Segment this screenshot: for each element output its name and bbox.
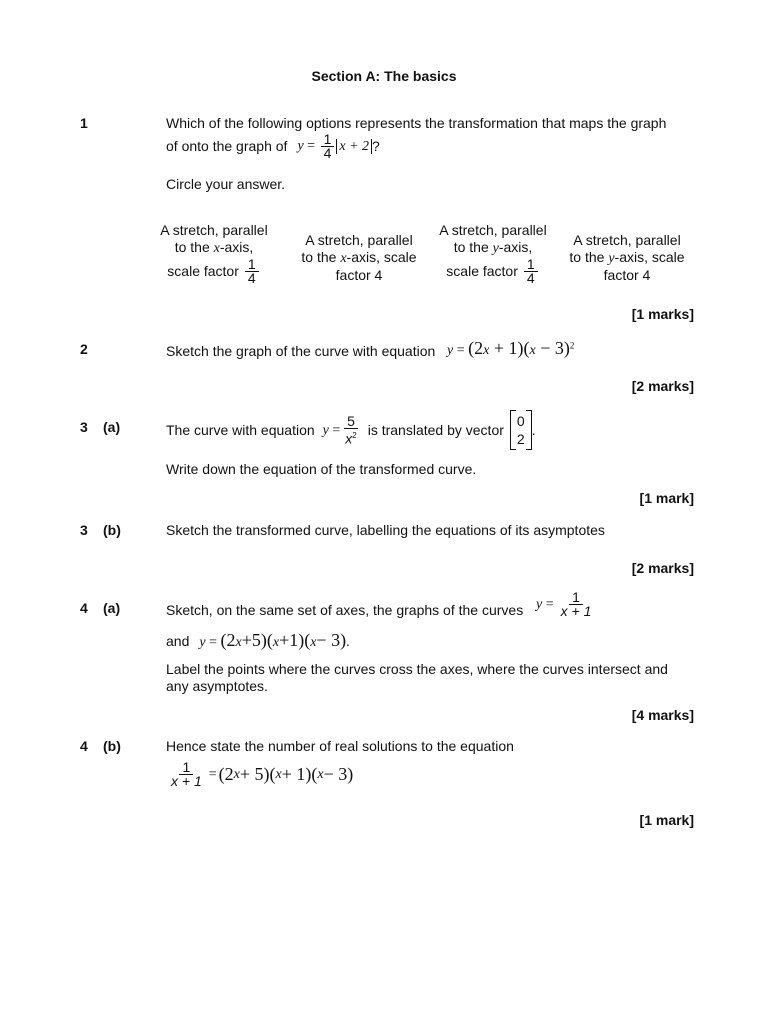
option-1-line1: A stretch, parallel (160, 222, 268, 238)
q4a-and-line (166, 632, 350, 651)
question-1-text-line2 (166, 133, 380, 160)
option-1-line2: to the x-axis, (174, 238, 254, 256)
q4b-equation: $\frac{1}{x + 1}$ = (2 x + 5)( x + 1)( x − 3) (166, 761, 353, 788)
q4a-label-line1: Label the points where the curves cross the axes, where the curves intersect and (166, 661, 668, 677)
question-4b-part: (b) (103, 738, 121, 754)
translation-vector: 0 2 (510, 410, 532, 450)
question-2-marks: [2 marks] (631, 378, 694, 394)
section-title: Section A: The basics (311, 68, 457, 84)
option-2-line1: A stretch, parallel (305, 232, 413, 248)
fraction-1-over-xp1-b: $\frac{1}{x + 1}$ (171, 759, 202, 789)
q4a-label-line2: any asymptotes. (166, 678, 268, 694)
option-4-line3: factor 4 (603, 267, 651, 283)
option-4-line2: to the y-axis, scale (569, 248, 685, 266)
option-3-fraction: $\frac{1}{4}$ (524, 258, 538, 285)
option-2-line2: to the x-axis, scale (301, 248, 417, 266)
q1-equation (297, 133, 372, 160)
question-4a-part: (a) (103, 600, 121, 616)
question-3b-marks: [2 marks] (631, 560, 694, 576)
q4a-equation-2: y = (2x+5)(x+1)(x− 3). (199, 630, 350, 650)
eq-var-y: y (297, 138, 304, 154)
q3a-equation: y = $\frac{5}{x^2}$ (323, 415, 362, 446)
option-1-line3: scale factor $\frac{1}{4}$ (150, 258, 278, 285)
option-1[interactable] (150, 222, 278, 285)
option-3-line2: to the y-axis, (453, 238, 533, 256)
question-3a-number: 3 (80, 419, 88, 435)
question-3b-part: (b) (103, 522, 121, 538)
q2-equation: $y = (2x + 1)(x - 3)^2$ (447, 338, 575, 358)
question-4a-number: 4 (80, 600, 88, 616)
q1-line2-prefix: of onto the graph of (166, 138, 288, 154)
question-1-text: Which of the following options represents the transformation that maps the graph (166, 115, 667, 131)
q3a-text-mid: is translated by vector (367, 421, 504, 438)
frac-den: 4 (323, 145, 332, 161)
abs-inner: x + 2 (339, 138, 370, 154)
question-2-text: Sketch the graph of the curve with equation (166, 343, 436, 359)
fraction-one-quarter (321, 133, 335, 160)
question-3a-text: The curve with equation y = $\frac{5}{x^2}$ is translated by vector 0 2 . (166, 410, 536, 450)
option-3[interactable] (429, 222, 557, 285)
question-1-marks: [1 marks] (631, 306, 694, 322)
q4a-equation-1: y = $\frac{1}{x + 1}$ (536, 591, 596, 618)
question-3a-instruction: Write down the equation of the transformed curve. (166, 461, 477, 477)
option-3-line3: scale factor $\frac{1}{4}$ (429, 258, 557, 285)
question-3b-text: Sketch the transformed curve, labelling the equations of its asymptotes (166, 522, 605, 538)
question-3b-number: 3 (80, 522, 88, 538)
option-1-fraction: $\frac{1}{4}$ (245, 258, 259, 285)
option-2-line3: factor 4 (335, 267, 383, 283)
q4a-and: and (166, 633, 190, 649)
question-3a-part: (a) (103, 419, 121, 435)
frac-num: 1 (321, 133, 335, 147)
circle-instruction: Circle your answer. (166, 176, 286, 192)
eq-sign: = (307, 138, 316, 154)
question-4a-marks: [4 marks] (631, 707, 694, 723)
question-4b-number: 4 (80, 738, 88, 754)
question-4a-text: Sketch, on the same set of axes, the graphs of the curves (166, 602, 524, 618)
fraction-1-over-xp1: $\frac{1}{x + 1}$ (560, 589, 592, 619)
question-4b-text: Hence state the number of real solutions to the equation (166, 738, 514, 754)
question-1-number: 1 (80, 115, 88, 131)
option-4-line1: A stretch, parallel (573, 232, 681, 248)
question-2-number: 2 (80, 341, 88, 357)
option-3-line1: A stretch, parallel (439, 222, 547, 238)
q3a-text-pre: The curve with equation (166, 421, 315, 438)
option-2[interactable] (295, 232, 423, 284)
question-3a-marks: [1 mark] (639, 490, 694, 506)
q1-line2-suffix: ? (372, 138, 380, 154)
question-4b-marks: [1 mark] (639, 812, 694, 828)
abs-value-expression (336, 139, 372, 154)
fraction-5-over-x2: $\frac{5}{x^2}$ (345, 412, 357, 447)
option-4[interactable] (563, 232, 691, 284)
